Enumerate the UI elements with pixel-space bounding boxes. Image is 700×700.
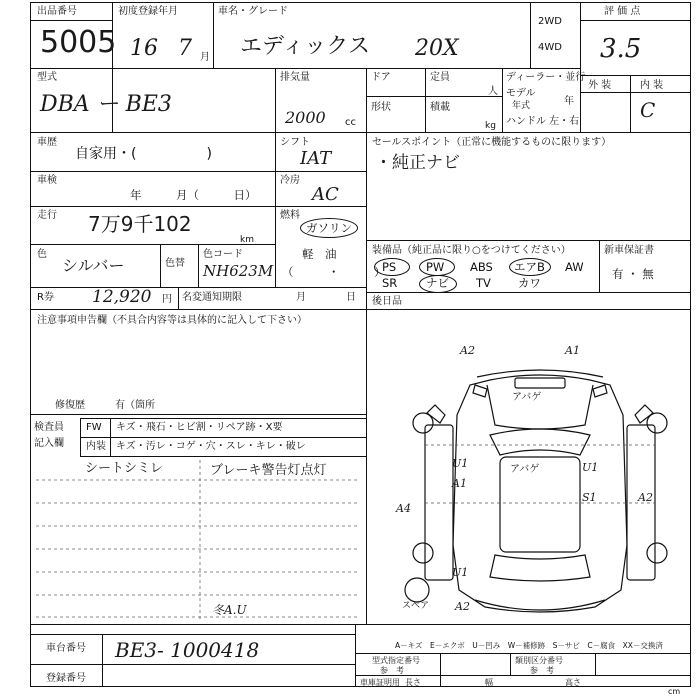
equip-sr: SR [382,276,398,290]
spare-note: 冬A.U [212,603,247,617]
label-dealer: ディーラー・並行 [506,72,586,83]
label-color-change: 色替 [165,258,185,269]
label-warranty: 新車保証書 [604,245,654,256]
label-grade: 評 価 点 [604,6,641,17]
label-reg-number: 登録番号 [46,673,86,684]
naiso-items: キズ・汚レ・コゲ・穴・スレ・キレ・破レ [116,441,306,452]
label-type-designation: 型式指定番号 [372,656,420,665]
aircon-value: AC [312,184,339,205]
equip-abs: ABS [470,260,493,274]
equip-navi: ナビ [426,276,449,290]
damage-legend: A－キズ E－エクボ U－凹み W－補修跡 S－サビ C－腐食 XX－交換済 [395,641,663,650]
label-2wd: 2WD [538,16,562,27]
damage-a2-right: A2 [638,491,653,504]
label-category-number: 類別区分番号 [515,656,563,665]
label-4wd: 4WD [538,42,562,53]
label-repair: 修復歴 [55,400,85,411]
score-value: 3.5 [600,34,642,64]
equip-airbag: エアB [514,260,545,274]
model-code-value: DBA ー BE3 [40,92,172,117]
equip-aw: AW [565,260,584,274]
label-doors: ドア [371,72,391,83]
reg-year-value: 16 [130,36,158,61]
label-first-registration: 初度登録年月 [118,6,178,17]
history-value: 自家用・( ) [75,146,212,162]
name-change-month: 月 [296,292,306,303]
note-line-1: シートシミレ [85,461,164,476]
label-shift: シフト [280,137,310,148]
label-shape: 形状 [371,102,391,113]
label-height: 高さ [565,678,581,687]
damage-a2-bottom: A2 [455,600,470,613]
note-line-2: ブレーキ警告灯点灯 [210,463,327,478]
label-color-code: 色コード [203,249,243,260]
fuel-paren: （ ・ ） [282,265,386,279]
equip-ps: PS [382,260,397,274]
cm-unit: cm [668,687,681,696]
sales-point-value: ・純正ナビ [375,153,460,173]
label-fuel: 燃料 [280,210,300,221]
reg-month-unit: 月 [200,52,210,63]
year-unit: 年 [564,96,574,107]
car-damage-diagram [395,345,685,620]
damage-a1-top-right: A1 [565,344,580,357]
cc-unit: cc [345,117,356,128]
recycle-value: 12,920 [92,287,152,307]
equip-tv: TV [476,276,491,290]
label-fw: FW [86,422,102,433]
recycle-unit: 円 [162,294,172,305]
damage-u1-right: U1 [582,461,599,474]
label-width: 幅 [485,678,493,687]
label-color: 色 [37,249,47,260]
km-unit: km [240,235,254,245]
equip-kawa: カワ [518,276,541,290]
circle-navi [419,275,457,293]
reg-month-value: 7 [178,36,192,61]
label-ref1: 参 考 [380,666,404,675]
name-change-day: 日 [346,292,356,303]
shift-value: IAT [300,148,332,169]
label-handle: ハンドル 左・右 [506,116,580,127]
label-capacity: 定員 [430,72,450,83]
circle-airbag [509,258,551,276]
damage-a1-left: A1 [452,477,467,490]
label-lot-number: 出品番号 [37,6,77,17]
fuel-gas-circle [300,218,358,238]
displacement-value: 2000 [285,108,326,127]
fuel-diesel: 軽 油 [302,247,337,261]
label-ref2: 参 考 [530,666,554,675]
grade-name-value: 20X [415,36,459,61]
damage-s1-right: S1 [582,491,597,504]
chassis-value: BE3- 1000418 [115,638,260,662]
label-cert: 車庫証明用 [360,678,400,687]
label-model-year2: 年式 [512,101,531,111]
damage-a4-left: A4 [396,502,411,515]
damage-hood: アバゲ [512,392,542,403]
lot-number-value: 5005 [40,25,117,60]
mileage-value: 7万9千102 [88,212,192,236]
kg-unit: kg [485,121,496,131]
label-car-name: 車名・グレード [218,6,288,17]
damage-u1-rear-left: U1 [452,566,469,579]
damage-roof: アバゲ [510,464,540,475]
equip-pw: PW [426,260,445,274]
label-model-year: モデル [506,88,536,99]
label-inspector1: 検査員 [34,422,64,433]
label-recycle: R券 [37,292,54,303]
color-value: シルバー [62,256,125,275]
circle-ps [374,258,410,276]
label-equipment: 装備品（純正品に限り○をつけてください） [372,245,571,256]
person-unit: 人 [488,86,498,97]
car-name-value: エディックス [240,34,371,59]
shaken-format: 年 月（ 日） [130,188,257,202]
fw-items: キズ・飛石・ヒビ割・リペア跡・X要 [116,422,283,433]
label-exterior: 外 装 [588,80,612,91]
label-interior: 内 装 [640,80,664,91]
interior-grade-value: C [640,98,656,122]
label-displacement: 排気量 [280,72,310,83]
damage-u1-left: U1 [452,457,469,470]
fuel-gas: ガソリン [306,221,352,235]
label-aircon: 冷房 [280,175,300,186]
spare-label: スペア [402,601,430,611]
label-mileage: 走行 [37,210,57,221]
label-model-type: 型式 [37,72,57,83]
label-history: 車歴 [37,137,57,148]
label-load: 積載 [430,102,450,113]
label-sales-point: セールスポイント（正常に機能するものに限ります） [372,137,612,148]
label-inspector2: 記入欄 [34,438,64,449]
circle-pw [419,258,455,276]
warranty-options: 有 ・ 無 [612,267,654,281]
label-notes: 注意事項申告欄（不具合内容等は具体的に記入して下さい） [37,315,307,326]
label-rear-seat: 後日品 [372,296,402,307]
label-name-change: 名変通知期限 [182,292,242,303]
damage-a2-top-left: A2 [460,344,475,357]
color-code-value: NH623M [203,262,274,280]
label-naiso: 内装 [86,441,106,452]
repair-has: 有（箇所 [115,400,155,411]
label-chassis: 車台番号 [46,643,86,654]
label-length: 長さ [405,678,421,687]
label-shaken: 車検 [37,175,57,186]
